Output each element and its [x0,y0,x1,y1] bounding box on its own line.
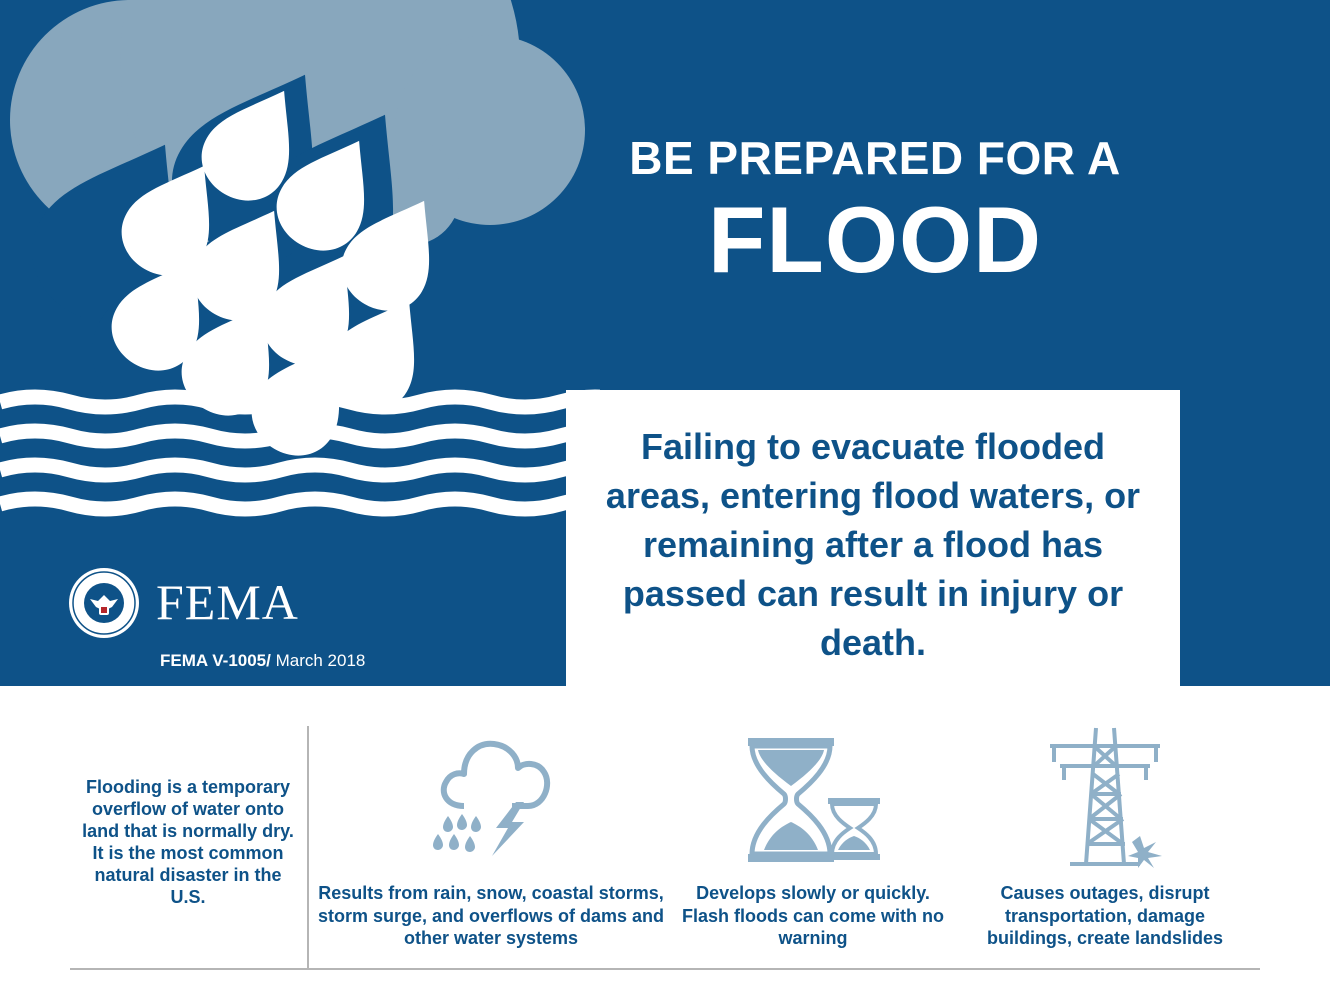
headline-line-1: BE PREPARED FOR A [629,132,1121,184]
fema-wordmark: FEMA [156,574,299,630]
headline-line-2: FLOOD [708,187,1042,292]
publication-code: FEMA V-1005/ [160,651,271,670]
fact-speed: Develops slowly or quickly. Flash floods can come with no warning [681,883,945,948]
fact-impacts: Causes outages, disrupt transportation, damage buildings, create landslides [986,883,1224,948]
rain-cloud-waves-illustration [0,0,600,560]
warning-box [566,390,1180,686]
storm-cloud-icon [420,724,560,864]
flood-definition: Flooding is a temporary overflow of water onto land that is normally dry. It is the most common natural disaster in the U.S. [82,777,294,907]
hourglass-icon [740,736,890,866]
fact-causes: Results from rain, snow, coastal storms, storm surge, and overflows of dams and other water systems [317,883,665,948]
power-tower-icon [1040,724,1170,869]
dhs-seal-icon [68,567,140,639]
bottom-rule [70,968,1260,970]
vertical-divider [307,726,309,968]
info-section [0,686,1330,986]
headline [560,132,1190,290]
publication-id [160,650,365,672]
publication-date: March 2018 [270,651,366,670]
warning-text: Failing to evacuate flooded areas, entering flood waters, or remaining after a flood has passed can result in injury or death. [605,426,1141,663]
